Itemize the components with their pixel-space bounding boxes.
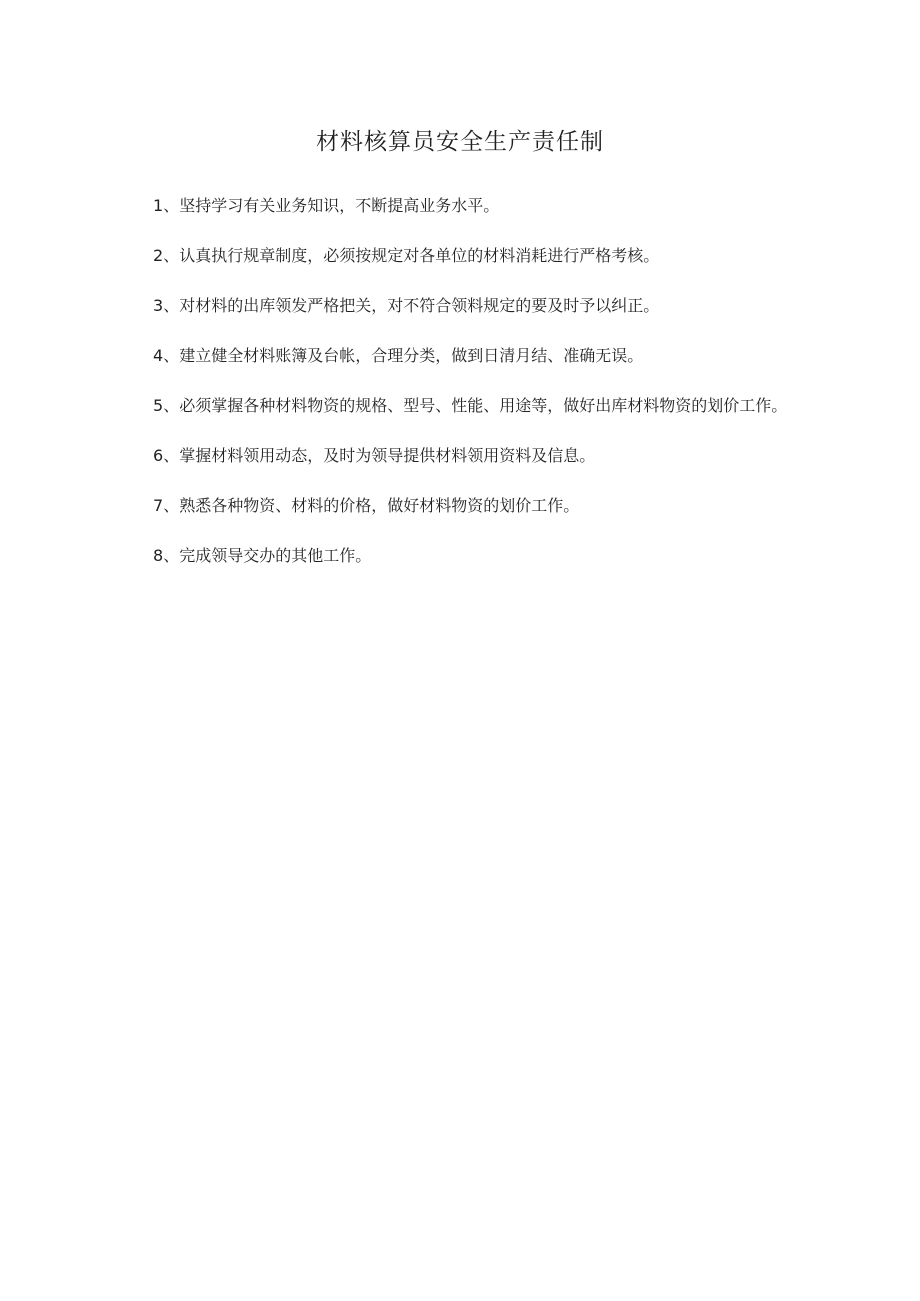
item-number: 2	[153, 246, 164, 265]
list-item	[109, 231, 809, 281]
list-item	[109, 181, 809, 231]
item-text: 、完成领导交办的其他工作。	[163, 546, 372, 565]
item-text: 、熟悉各种物资、材料的价格，做好材料物资的划价工作。	[163, 496, 580, 515]
item-number: 7	[153, 496, 164, 515]
item-number: 1	[153, 196, 164, 215]
list-item	[109, 531, 809, 581]
item-text: 、对材料的出库领发严格把关，对不符合领料规定的要及时予以纠正。	[163, 296, 660, 315]
item-number: 3	[153, 296, 164, 315]
list-item	[109, 331, 809, 381]
list-item	[109, 481, 809, 531]
item-number: 8	[153, 546, 164, 565]
item-text: 、建立健全材料账簿及台帐，合理分类，做到日清月结、准确无误。	[163, 346, 644, 365]
document-title: 材料核算员安全生产责任制	[316, 129, 604, 155]
item-text: 、掌握材料领用动态，及时为领导提供材料领用资料及信息。	[163, 446, 596, 465]
list-item	[109, 431, 809, 481]
item-number: 5	[153, 396, 164, 415]
item-number: 4	[153, 346, 164, 365]
item-text: 、必须掌握各种材料物资的规格、型号、性能、用途等，做好出库材料物资的划价工作。	[163, 396, 788, 415]
item-text: 、认真执行规章制度，必须按规定对各单位的材料消耗进行严格考核。	[163, 246, 660, 265]
item-number: 6	[153, 446, 164, 465]
item-text: 、坚持学习有关业务知识，不断提高业务水平。	[163, 196, 500, 215]
list-item	[109, 381, 809, 431]
responsibility-list	[109, 181, 809, 581]
list-item	[109, 281, 809, 331]
